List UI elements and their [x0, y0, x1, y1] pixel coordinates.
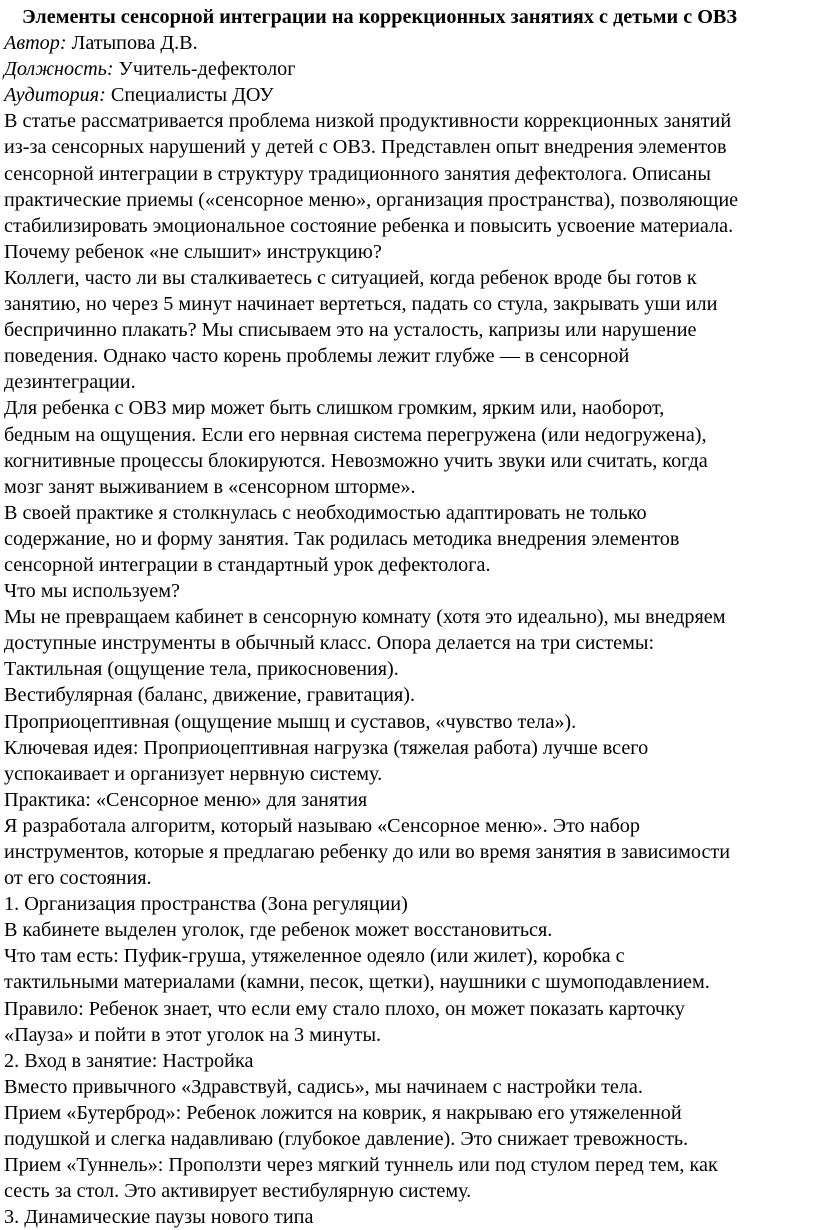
text-line: Правило: Ребенок знает, что если ему стало плохо, он может показать карточку: [4, 997, 685, 1020]
text-line: Коллеги, часто ли вы сталкиваетесь с ситуацией, когда ребенок вроде бы готов к: [4, 266, 697, 289]
text-line: инструментов, которые я предлагаю ребенку до или во время занятия в зависимости: [4, 841, 731, 863]
meta-position-label: Должность:: [4, 58, 114, 81]
text-line: Почему ребенок «не слышит» инструкцию?: [4, 240, 382, 263]
text-line: занятию, но через 5 минут начинает вертеться, падать со стула, закрывать уши или: [4, 293, 718, 316]
text-line: мозг занят выживанием в «сенсорном шторме».: [4, 475, 416, 498]
text-line: Ключевая идея: Проприоцептивная нагрузка (тяжелая работа) лучше всего: [4, 736, 649, 759]
text-line: Тактильная (ощущение тела, прикосновения).: [4, 658, 399, 681]
text-line: Мы не превращаем кабинет в сенсорную комнату (хотя это идеально), мы внедряем: [4, 606, 726, 629]
meta-author-value: Латыпова Д.В.: [66, 32, 198, 55]
text-line: Я разработала алгоритм, который называю «Сенсорное меню». Это набор: [4, 814, 640, 837]
text-line: содержание, но и форму занятия. Так родилась методика внедрения элементов: [4, 527, 680, 550]
document-page: [0, 4, 816, 1230]
meta-audience: [0, 82, 816, 108]
text-line: тактильными материалами (камни, песок, щетки), наушники с шумоподавлением.: [4, 971, 710, 994]
text-line: сесть за стол. Это активирует вестибулярную систему.: [4, 1180, 472, 1203]
text-line: Вместо привычного «Здравствуй, садись», мы начинаем с настройки тела.: [4, 1075, 643, 1098]
text-line: В своей практике я столкнулась с необходимостью адаптировать не только: [4, 501, 647, 524]
text-line: дезинтеграции.: [4, 371, 136, 394]
meta-position: [0, 56, 816, 82]
text-line: практические приемы («сенсорное меню», организация пространства), позволяющие: [4, 188, 739, 211]
text-line: когнитивные процессы блокируются. Невозможно учить звуки или считать, когда: [4, 449, 708, 472]
text-line: успокаивает и организует нервную систему.: [4, 762, 383, 785]
text-line: доступные инструменты в обычный класс. Опора делается на три системы:: [4, 632, 655, 655]
text-line: сенсорной интеграции в структуру традиционного занятия дефектолога. Описаны: [4, 162, 711, 185]
meta-author-label: Автор:: [4, 32, 67, 55]
text-line: сенсорной интеграции в стандартный урок дефектолога.: [4, 553, 491, 576]
text-line: 3. Динамические паузы нового типа: [4, 1206, 314, 1229]
text-line: беспричинно плакать? Мы списываем это на усталость, капризы или нарушение: [4, 319, 697, 342]
text-line: 1. Организация пространства (Зона регуляции): [4, 893, 408, 916]
text-line: Что там есть: Пуфик-груша, утяжеленное одеяло (или жилет), коробка с: [4, 945, 625, 968]
meta-position-value: Учитель-дефектолог: [113, 58, 296, 81]
text-line: Для ребенка с ОВЗ мир может быть слишком громким, ярким или, наоборот,: [4, 397, 665, 420]
text-line: стабилизировать эмоциональное состояние ребенка и повысить усвоение материала.: [4, 214, 734, 237]
text-line: поведения. Однако часто корень проблемы лежит глубже — в сенсорной: [4, 345, 630, 368]
text-line: бедным на ощущения. Если его нервная система перегружена (или недогружена),: [4, 423, 707, 446]
meta-audience-label: Аудитория:: [4, 84, 106, 107]
text-line: Вестибулярная (баланс, движение, гравитация).: [4, 684, 416, 707]
document-title: Элементы сенсорной интеграции на коррекционных занятиях с детьми с ОВЗ: [22, 6, 738, 28]
text-line: Прием «Бутерброд»: Ребенок ложится на коврик, я накрываю его утяжеленной: [4, 1101, 682, 1124]
text-line: В статье рассматривается проблема низкой продуктивности коррекционных занятий: [4, 110, 732, 133]
text-line: В кабинете выделен уголок, где ребенок может восстановиться.: [4, 919, 553, 942]
text-line: Проприоцептивная (ощущение мышц и суставов, «чувство тела»).: [4, 710, 577, 733]
document-body: [0, 108, 816, 1230]
text-line: подушкой и слегка надавливаю (глубокое давление). Это снижает тревожность.: [4, 1128, 689, 1151]
meta-author: [0, 30, 816, 56]
text-line: из-за сенсорных нарушений у детей с ОВЗ. Представлен опыт внедрения элементов: [4, 136, 727, 159]
text-line: Практика: «Сенсорное меню» для занятия: [4, 788, 368, 811]
meta-audience-value: Специалисты ДОУ: [105, 84, 274, 107]
text-line: «Пауза» и пойти в этот уголок на 3 минуты.: [4, 1023, 382, 1046]
text-line: от его состояния.: [4, 867, 152, 890]
text-line: Что мы используем?: [4, 580, 180, 603]
text-line: Прием «Туннель»: Проползти через мягкий туннель или под стулом перед тем, как: [4, 1154, 718, 1177]
text-line: 2. Вход в занятие: Настройка: [4, 1049, 254, 1072]
